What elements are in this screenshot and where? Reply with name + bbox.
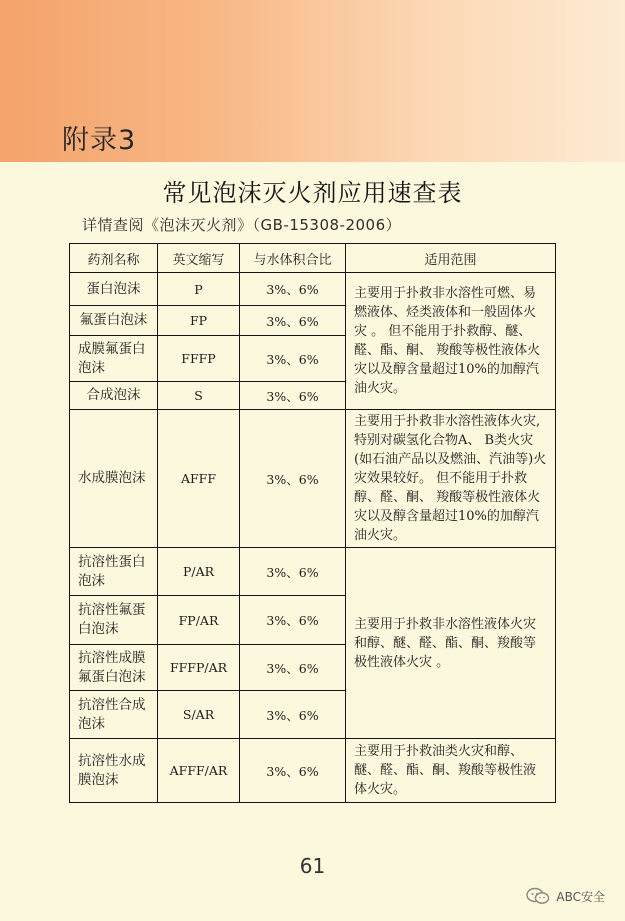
agent-ratio: 3%、6% [240,596,346,645]
agent-abbr: AFFF [158,410,240,548]
foam-agent-table [69,243,556,803]
table-header-row [70,244,556,273]
agent-name: 抗溶性氟蛋白泡沫 [70,596,158,645]
appendix-label: 附录3 [62,125,137,156]
table-row [70,739,556,803]
table-row [70,410,556,548]
agent-ratio: 3%、6% [240,336,346,382]
agent-ratio: 3%、6% [240,548,346,596]
agent-ratio: 3%、6% [240,382,346,410]
watermark-text: ABC安全 [556,889,605,904]
agent-name: 成膜氟蛋白泡沫 [70,336,158,382]
agent-ratio: 3%、6% [240,410,346,548]
agent-abbr: P [158,273,240,306]
scope-cell: 主要用于扑救油类火灾和醇、醚、醛、酯、酮、羧酸等极性液体火灾。 [346,739,556,803]
agent-abbr: S/AR [158,691,240,739]
agent-ratio: 3%、6% [240,306,346,336]
page-subtitle: 详情查阅《泡沫灭火剂》（GB-15308-2006） [82,216,402,234]
scope-cell: 主要用于扑救非水溶性液体火灾和醇、醚、醛、酯、酮、羧酸等极性液体火灾 。 [346,548,556,739]
agent-name: 抗溶性成膜氟蛋白泡沫 [70,645,158,691]
agent-name: 合成泡沫 [70,382,158,410]
header-mix-ratio: 与水体积合比 [240,244,346,273]
agent-name: 蛋白泡沫 [70,273,158,306]
agent-name: 抗溶性蛋白泡沫 [70,548,158,596]
scope-cell: 主要用于扑救非水溶性液体火灾,特别对碳氢化合物A、 B类火灾(如石油产品以及燃油、汽油等)火灾效果较好。 但不能用于扑救醇、醛、酮、 羧酸等极性液体火灾以及醇含量超过10%的加醇汽油火灾。 [346,410,556,548]
header-abbreviation: 英文缩写 [158,244,240,273]
agent-abbr: FFFP/AR [158,645,240,691]
agent-abbr: FFFP [158,336,240,382]
agent-abbr: S [158,382,240,410]
scope-cell: 主要用于扑救非水溶性可燃、易燃液体、烃类液体和一般固体火灾 。 但不能用于扑救醇、醚、醛、酯、酮、 羧酸等极性液体火灾以及醇含量超过10%的加醇汽油火灾。 [346,273,556,410]
agent-abbr: P/AR [158,548,240,596]
agent-abbr: AFFF/AR [158,739,240,803]
agent-name: 水成膜泡沫 [70,410,158,548]
agent-ratio: 3%、6% [240,273,346,306]
agent-name: 氟蛋白泡沫 [70,306,158,336]
table-row [70,273,556,306]
page-number: 61 [299,854,326,878]
agent-ratio: 3%、6% [240,739,346,803]
agent-name: 抗溶性水成膜泡沫 [70,739,158,803]
header-agent-name: 药剂名称 [70,244,158,273]
table-row [70,548,556,596]
header-scope: 适用范围 [346,244,556,273]
agent-ratio: 3%、6% [240,691,346,739]
watermark [526,887,605,905]
agent-name: 抗溶性合成泡沫 [70,691,158,739]
agent-ratio: 3%、6% [240,645,346,691]
agent-abbr: FP [158,306,240,336]
page-title: 常见泡沫灭火剂应用速查表 [162,179,463,207]
agent-abbr: FP/AR [158,596,240,645]
wechat-icon [526,887,550,905]
